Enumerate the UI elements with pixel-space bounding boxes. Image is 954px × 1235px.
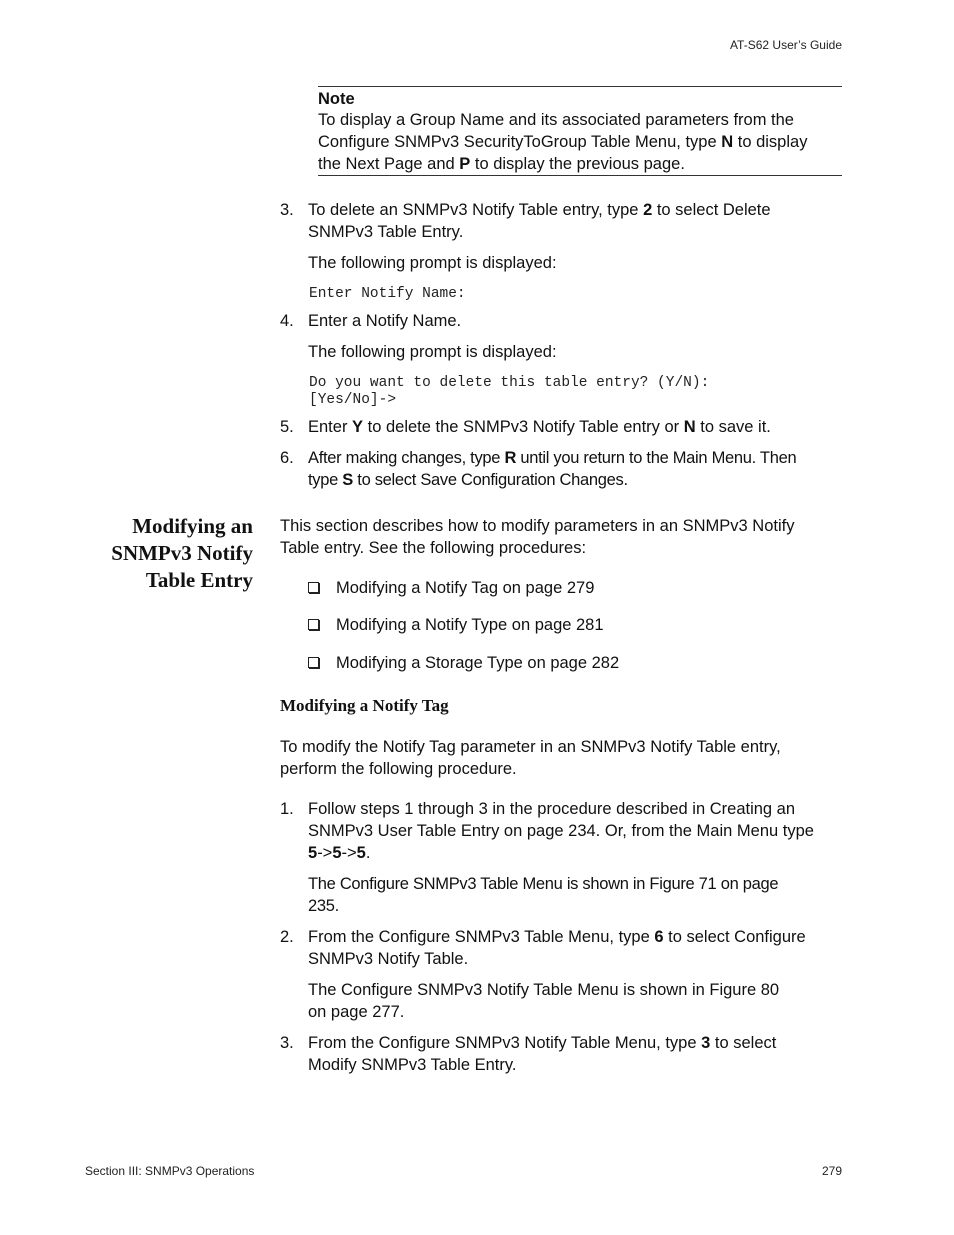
step-number: 3. [280, 1034, 294, 1052]
result-text: The Configure SNMPv3 Notify Table Menu is shown in Figure 80 on page 277. [308, 981, 780, 1021]
subsection-heading: Modifying a Notify Tag [280, 696, 449, 715]
step-number: 6. [280, 449, 294, 467]
code-prompt: Do you want to delete this table entry? (Y/N): [Yes/No]-> [309, 375, 710, 408]
checkbox-bullet-icon [308, 582, 319, 593]
sub-step-2-text: From the Configure SNMPv3 Table Menu, type 6 to select Configure SNMPv3 Notify Table. [308, 928, 806, 968]
sub-step-1-text: Follow steps 1 through 3 in the procedure described in Creating an SNMPv3 User Table Entry on page 234. Or, from the Main Menu type 5->5->5. [308, 800, 814, 862]
step-number: 3. [280, 201, 294, 219]
link-item[interactable]: Modifying a Notify Tag on page 279 [308, 577, 594, 599]
section-heading: Modifying an SNMPv3 Notify Table Entry [111, 514, 253, 592]
step-number: 4. [280, 312, 294, 330]
step-6-text: After making changes, type R until you return to the Main Menu. Then type S to select Save Configuration Changes. [308, 449, 797, 489]
note-line-2: Configure SNMPv3 SecurityToGroup Table Menu, type N to display [318, 133, 808, 151]
note-line-1: To display a Group Name and its associated parameters from the [318, 111, 794, 129]
note-title: Note [318, 90, 355, 108]
footer-section-label: Section III: SNMPv3 Operations [85, 1164, 255, 1178]
note-box [318, 86, 842, 176]
code-prompt: Enter Notify Name: [309, 286, 466, 302]
step-4-text: Enter a Notify Name. [308, 312, 462, 330]
checkbox-bullet-icon [308, 619, 319, 630]
step-5-text: Enter Y to delete the SNMPv3 Notify Table entry or N to save it. [308, 418, 771, 436]
result-text: The Configure SNMPv3 Table Menu is shown in Figure 71 on page 235. [308, 875, 779, 915]
sub-step-3-text: From the Configure SNMPv3 Notify Table Menu, type 3 to select Modify SNMPv3 Table Entry. [308, 1034, 777, 1074]
step-number: 2. [280, 928, 294, 946]
step-number: 1. [280, 800, 294, 818]
note-line-3: the Next Page and P to display the previous page. [318, 155, 685, 173]
subsection-intro: To modify the Notify Tag parameter in an SNMPv3 Notify Table entry, perform the following procedure. [280, 738, 781, 778]
step-3-text: To delete an SNMPv3 Notify Table entry, type 2 to select Delete SNMPv3 Table Entry. [308, 201, 771, 241]
prompt-intro: The following prompt is displayed: [308, 254, 557, 272]
step-number: 5. [280, 418, 294, 436]
running-header: AT-S62 User’s Guide [729, 38, 842, 52]
checkbox-bullet-icon [308, 657, 319, 668]
link-item[interactable]: Modifying a Storage Type on page 282 [308, 652, 619, 674]
page-number: 279 [821, 1164, 842, 1178]
prompt-intro: The following prompt is displayed: [308, 343, 557, 361]
section-intro: This section describes how to modify parameters in an SNMPv3 Notify Table entry. See the following procedures: [280, 517, 795, 557]
link-item[interactable]: Modifying a Notify Type on page 281 [308, 614, 604, 636]
